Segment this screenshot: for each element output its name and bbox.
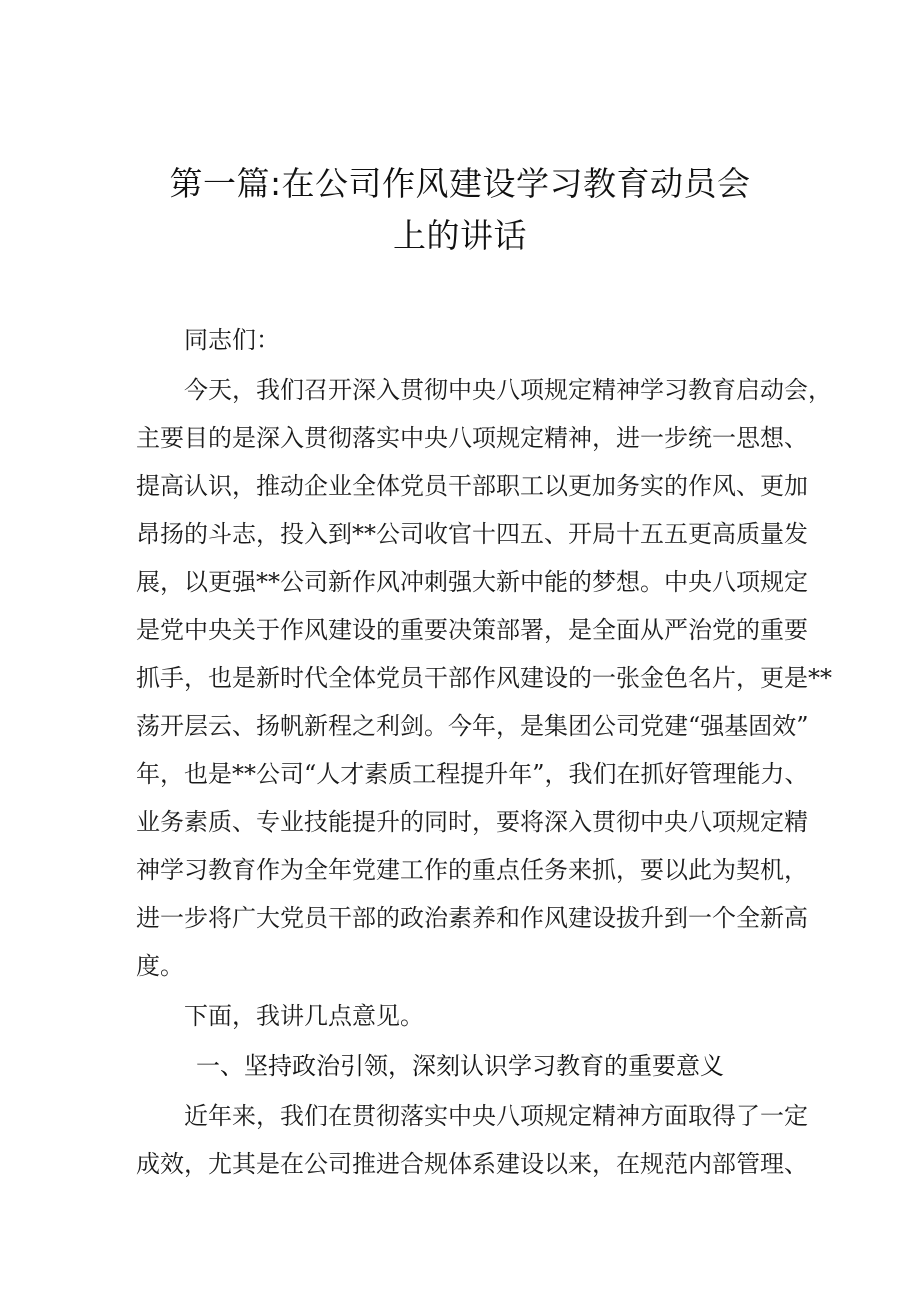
paragraph-1-line: 是党中央关于作风建设的重要决策部署，是全面从严治党的重要 [136,616,808,644]
document-title-line-2: 上的讲话 [393,216,527,255]
paragraph-2: 下面，我讲几点意见。 [184,1002,424,1030]
paragraph-1-line: 神学习教育作为全年党建工作的重点任务来抓，要以此为契机， [136,856,808,884]
salutation: 同志们： [184,326,280,354]
paragraph-1-line: 提高认识，推动企业全体党员干部职工以更加务实的作风、更加 [136,472,808,500]
paragraph-1-line: 抓手，也是新时代全体党员干部作风建设的一张金色名片，更是** [136,664,832,692]
paragraph-1-line: 业务素质、专业技能提升的同时，要将深入贯彻中央八项规定精 [136,808,808,836]
section-1-heading: 一、坚持政治引领，深刻认识学习教育的重要意义 [196,1052,724,1080]
paragraph-1-line: 昂扬的斗志，投入到**公司收官十四五、开局十五五更高质量发 [136,520,808,548]
paragraph-1-line: 主要目的是深入贯彻落实中央八项规定精神，进一步统一思想、 [136,424,808,452]
paragraph-1-line: 度。 [136,952,184,980]
paragraph-1-line: 展，以更强**公司新作风冲刺强大新中能的梦想。中央八项规定 [136,568,808,596]
paragraph-1-line: 荡开层云、扬帆新程之利剑。今年，是集团公司党建“强基固效” [136,712,809,740]
paragraph-1-line: 年，也是**公司“人才素质工程提升年”，我们在抓好管理能力、 [136,760,809,788]
paragraph-3-line: 成效，尤其是在公司推进合规体系建设以来，在规范内部管理、 [136,1150,808,1178]
paragraph-1-line: 今天，我们召开深入贯彻中央八项规定精神学习教育启动会， [184,376,832,404]
document-title-line-1: 第一篇:在公司作风建设学习教育动员会 [169,164,751,203]
paragraph-3-line: 近年来，我们在贯彻落实中央八项规定精神方面取得了一定 [184,1102,808,1130]
paragraph-1-line: 进一步将广大党员干部的政治素养和作风建设拔升到一个全新高 [136,904,808,932]
